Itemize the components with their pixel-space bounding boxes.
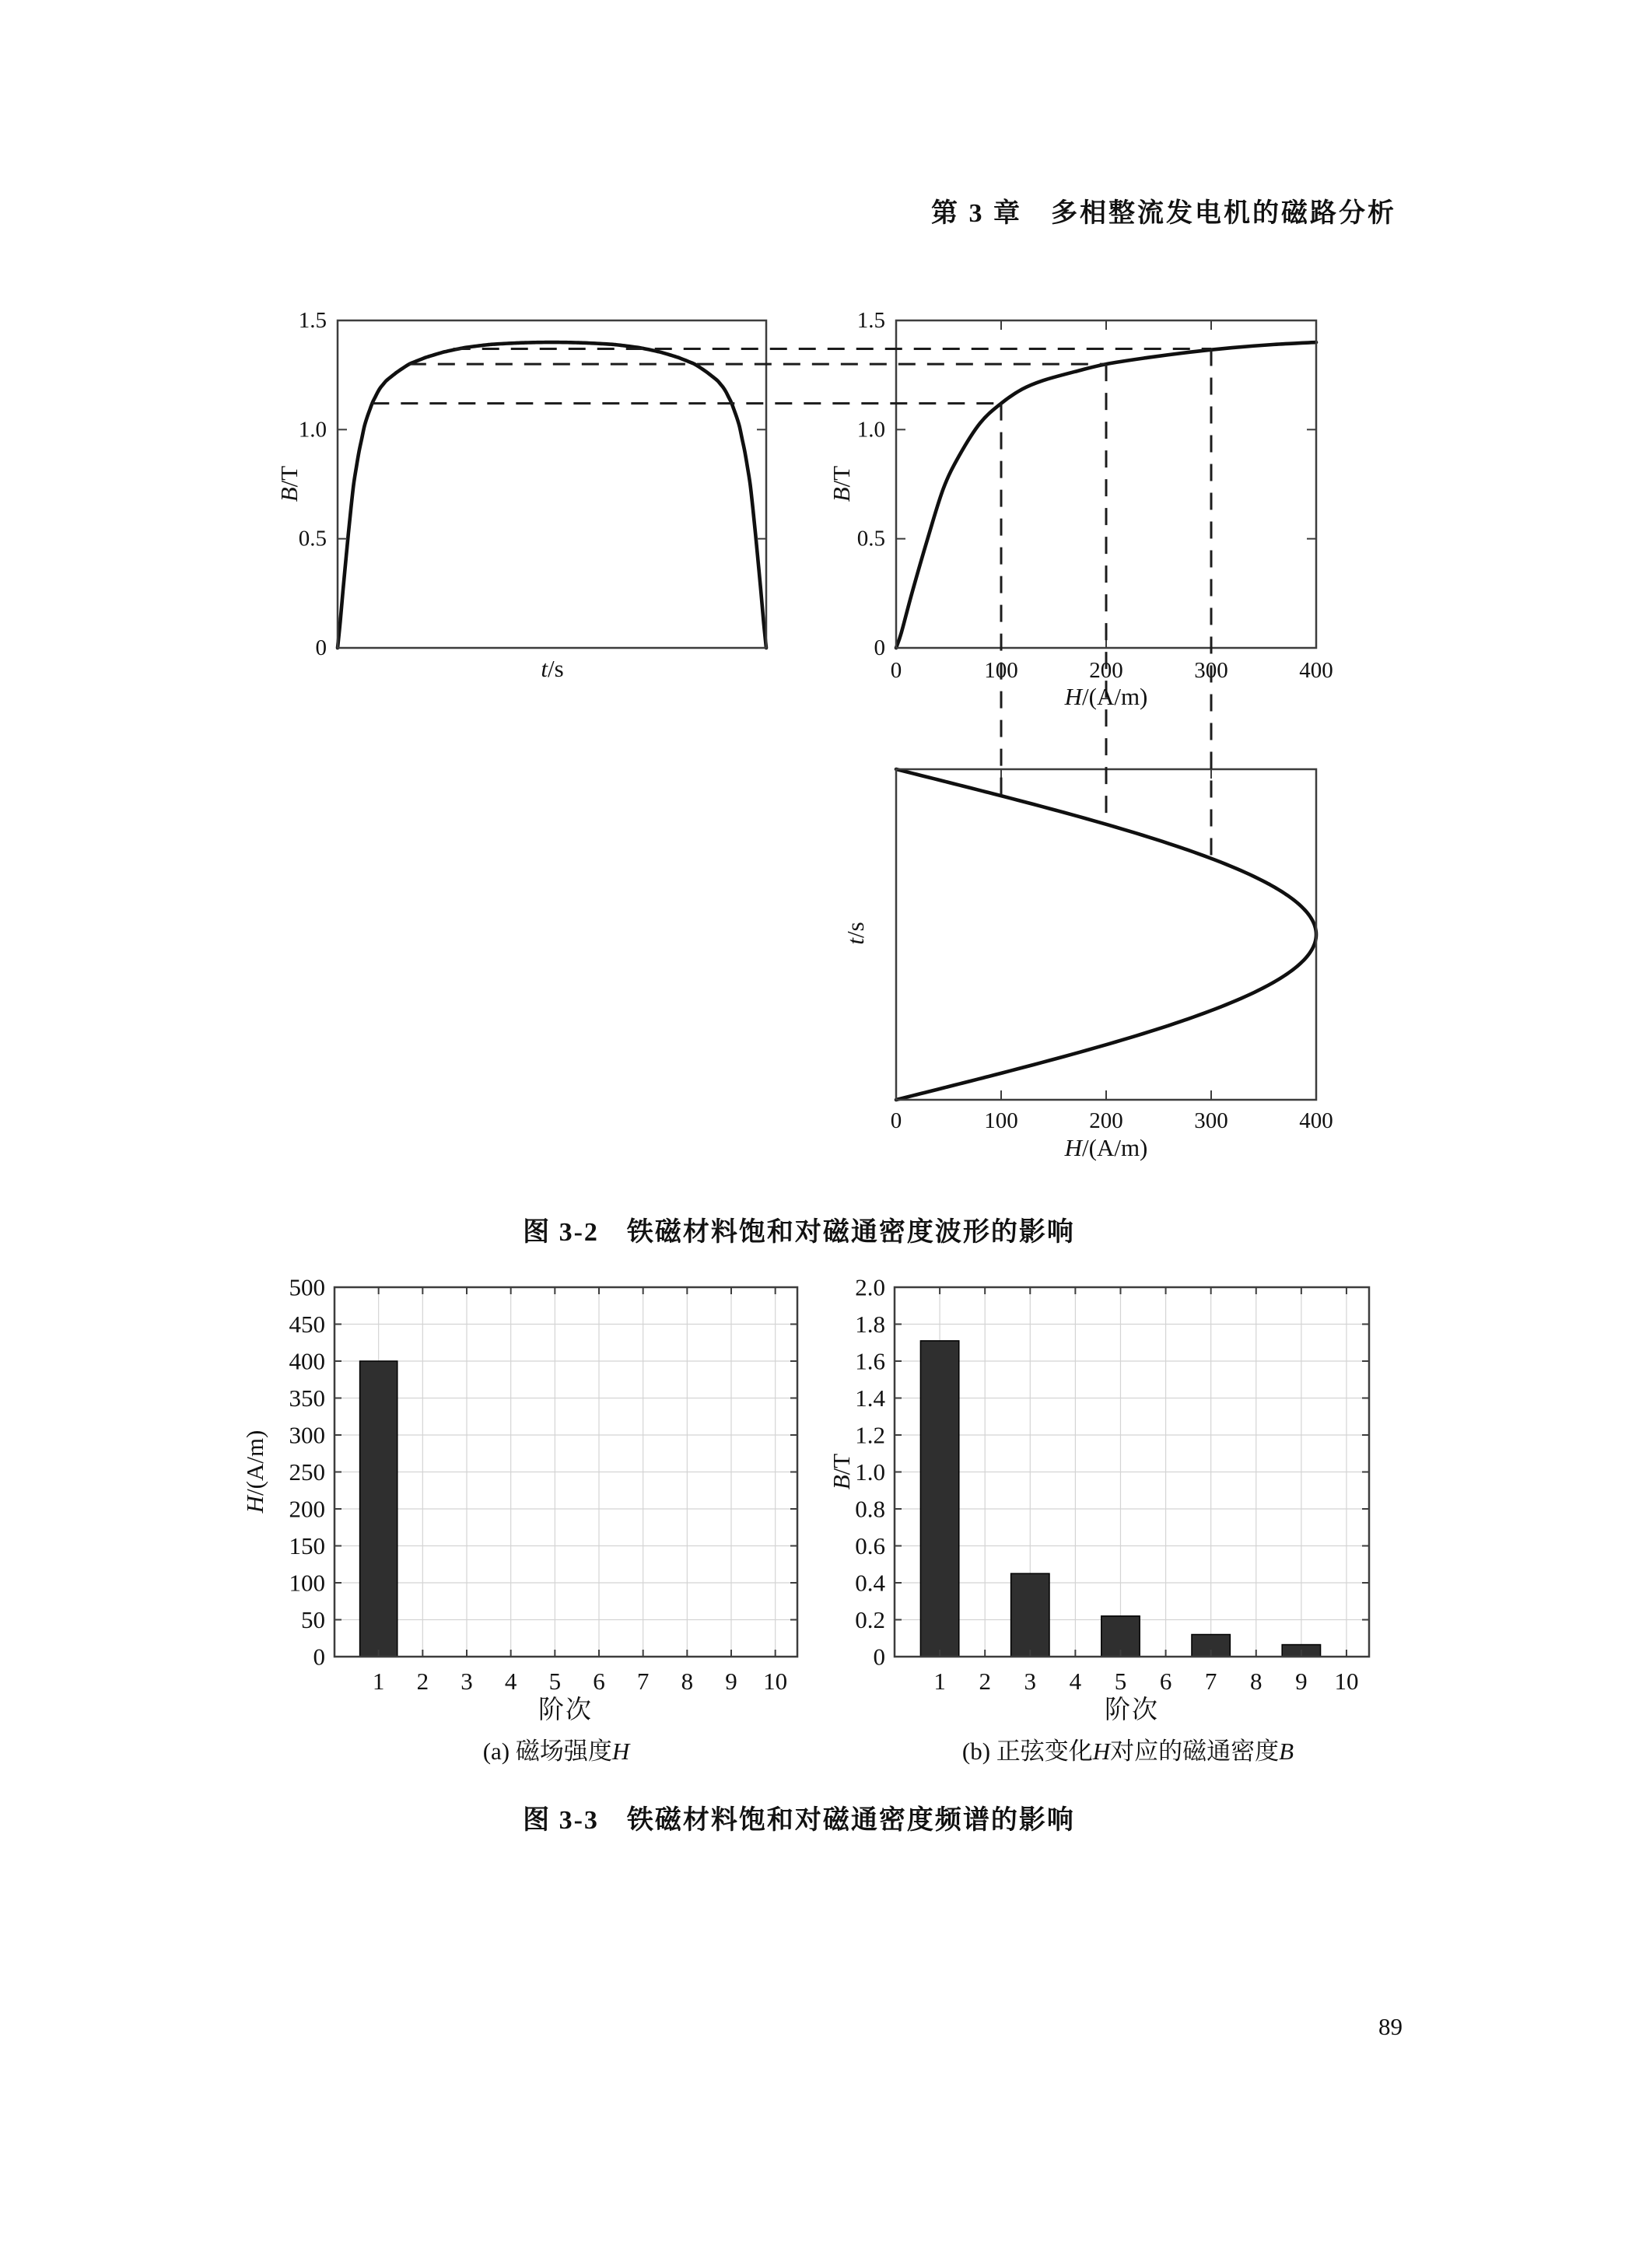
bh-xlabel — [1065, 683, 1148, 711]
caption-variable: B — [1279, 1738, 1294, 1765]
x-tick-label: 300 — [1194, 1108, 1228, 1133]
subcaption-b — [962, 1731, 1294, 1766]
bar-order-3 — [1011, 1573, 1049, 1657]
y-tick-label: 100 — [289, 1569, 325, 1597]
plot-h-sine — [891, 769, 1333, 1133]
ylabel-var: B — [828, 1475, 855, 1490]
x-tick-label: 2 — [979, 1668, 991, 1695]
caption-variable: H — [611, 1738, 630, 1765]
x-tick-label: 4 — [1069, 1668, 1082, 1695]
y-tick-label: 0.8 — [855, 1495, 885, 1523]
figure-3-3-caption: 图 3-3 铁磁材料饱和对磁通密度频谱的影响 — [523, 1806, 1075, 1835]
sine-xlabel — [1065, 1134, 1148, 1162]
y-tick-label: 0.2 — [855, 1606, 885, 1633]
x-tick-label: 6 — [1159, 1668, 1172, 1695]
x-tick-label: 3 — [461, 1668, 473, 1695]
waveform-ylabel — [275, 466, 303, 502]
y-tick-label: 450 — [289, 1311, 325, 1338]
y-tick-label: 0 — [315, 635, 327, 660]
caption-text: (b) 正弦变化 — [961, 1738, 1093, 1765]
y-tick-label: 0 — [313, 1643, 325, 1671]
x-tick-label: 200 — [1089, 658, 1123, 683]
caption-text: 对应的磁通密度 — [1110, 1738, 1280, 1765]
bar-order-1 — [920, 1341, 958, 1657]
x-tick-label: 7 — [1204, 1668, 1217, 1695]
subcaption-a — [483, 1731, 630, 1766]
b-spectrum-ylabel — [828, 1454, 856, 1490]
figure-3-2-caption: 图 3-2 铁磁材料饱和对磁通密度波形的影响 — [523, 1218, 1075, 1247]
y-tick-label: 200 — [289, 1495, 325, 1523]
y-tick-label: 0.4 — [855, 1569, 885, 1597]
ylabel-var: B — [828, 487, 855, 502]
y-tick-label: 1.5 — [298, 308, 327, 333]
chapter-header: 第 3 章 多相整流发电机的磁路分析 — [931, 199, 1396, 228]
y-tick-label: 1.0 — [298, 417, 327, 443]
xlabel-var: H — [1064, 1134, 1083, 1161]
plot-b-spectrum — [855, 1274, 1369, 1696]
y-tick-label: 300 — [289, 1421, 325, 1449]
h-sine-curve — [896, 769, 1316, 1100]
bh-ylabel — [828, 466, 856, 502]
x-tick-label: 7 — [636, 1668, 650, 1695]
x-tick-label: 5 — [1114, 1668, 1127, 1695]
y-tick-label: 1.8 — [855, 1311, 885, 1338]
sine-ylabel — [842, 922, 870, 944]
x-tick-label: 10 — [1334, 1668, 1359, 1695]
ylabel-var: B — [275, 487, 303, 502]
y-tick-label: 0.5 — [298, 526, 327, 551]
x-tick-label: 100 — [984, 658, 1018, 683]
x-tick-label: 1 — [933, 1668, 946, 1695]
y-tick-label: 1.2 — [855, 1421, 885, 1449]
y-tick-label: 0.6 — [855, 1532, 885, 1559]
y-tick-label: 1.0 — [855, 1458, 885, 1486]
x-tick-label: 9 — [1295, 1668, 1308, 1695]
x-tick-label: 200 — [1089, 1108, 1123, 1133]
y-tick-label: 250 — [289, 1458, 325, 1486]
xlabel-unit: /s — [547, 655, 564, 682]
x-tick-label: 6 — [593, 1668, 605, 1695]
x-tick-label: 2 — [416, 1668, 429, 1695]
ylabel-unit: /T — [828, 1453, 855, 1475]
plot-h-spectrum — [289, 1274, 798, 1696]
y-tick-label: 0 — [873, 1643, 885, 1671]
x-tick-label: 10 — [763, 1668, 788, 1695]
ylabel-unit: /T — [275, 465, 303, 488]
y-tick-label: 2.0 — [855, 1273, 885, 1301]
y-tick-label: 0 — [874, 635, 885, 660]
y-tick-label: 1.0 — [856, 417, 885, 443]
xlabel-unit: /(A/m) — [1082, 683, 1148, 710]
y-tick-label: 350 — [289, 1384, 325, 1412]
y-tick-label: 1.4 — [855, 1384, 885, 1412]
ylabel-unit: /(A/m) — [241, 1430, 268, 1496]
x-tick-label: 400 — [1299, 1108, 1333, 1133]
x-tick-label: 400 — [1299, 658, 1333, 683]
xlabel-var: H — [1064, 683, 1083, 710]
ylabel-var: H — [241, 1495, 268, 1514]
guide-lines — [372, 348, 1211, 858]
ylabel-var: t — [842, 938, 869, 945]
xlabel-unit: /(A/m) — [1082, 1134, 1148, 1161]
x-tick-label: 8 — [1250, 1668, 1263, 1695]
x-tick-label: 4 — [504, 1668, 517, 1695]
plot-b-waveform — [299, 308, 766, 660]
x-tick-label: 9 — [725, 1668, 737, 1695]
waveform-xlabel — [541, 655, 563, 683]
b-waveform-curve — [338, 342, 766, 648]
x-tick-label: 8 — [681, 1668, 694, 1695]
x-tick-label: 0 — [890, 658, 902, 683]
x-tick-label: 5 — [548, 1668, 562, 1695]
h-spectrum-xlabel: 阶次 — [538, 1696, 593, 1724]
b-spectrum-xlabel: 阶次 — [1105, 1696, 1159, 1724]
y-tick-label: 0.5 — [856, 526, 885, 551]
x-tick-label: 0 — [890, 1108, 902, 1133]
y-tick-label: 50 — [301, 1606, 325, 1633]
y-tick-label: 400 — [289, 1347, 325, 1375]
x-tick-label: 1 — [372, 1668, 385, 1695]
h-sine-frame — [896, 769, 1316, 1100]
y-tick-label: 150 — [289, 1532, 325, 1559]
caption-text: (a) 磁场强度 — [482, 1738, 612, 1765]
bar-order-1 — [360, 1361, 397, 1657]
h-spectrum-ylabel — [241, 1430, 269, 1514]
x-tick-label: 300 — [1194, 658, 1228, 683]
ylabel-unit: /s — [842, 922, 869, 939]
ylabel-unit: /T — [828, 465, 855, 488]
x-tick-label: 100 — [984, 1108, 1018, 1133]
x-tick-label: 3 — [1024, 1668, 1037, 1695]
y-tick-label: 1.5 — [856, 308, 885, 333]
page-number: 89 — [1378, 2013, 1403, 2040]
caption-variable: H — [1092, 1738, 1111, 1765]
y-tick-label: 1.6 — [855, 1347, 885, 1375]
xlabel-var: t — [541, 655, 548, 682]
y-tick-label: 500 — [289, 1273, 325, 1301]
